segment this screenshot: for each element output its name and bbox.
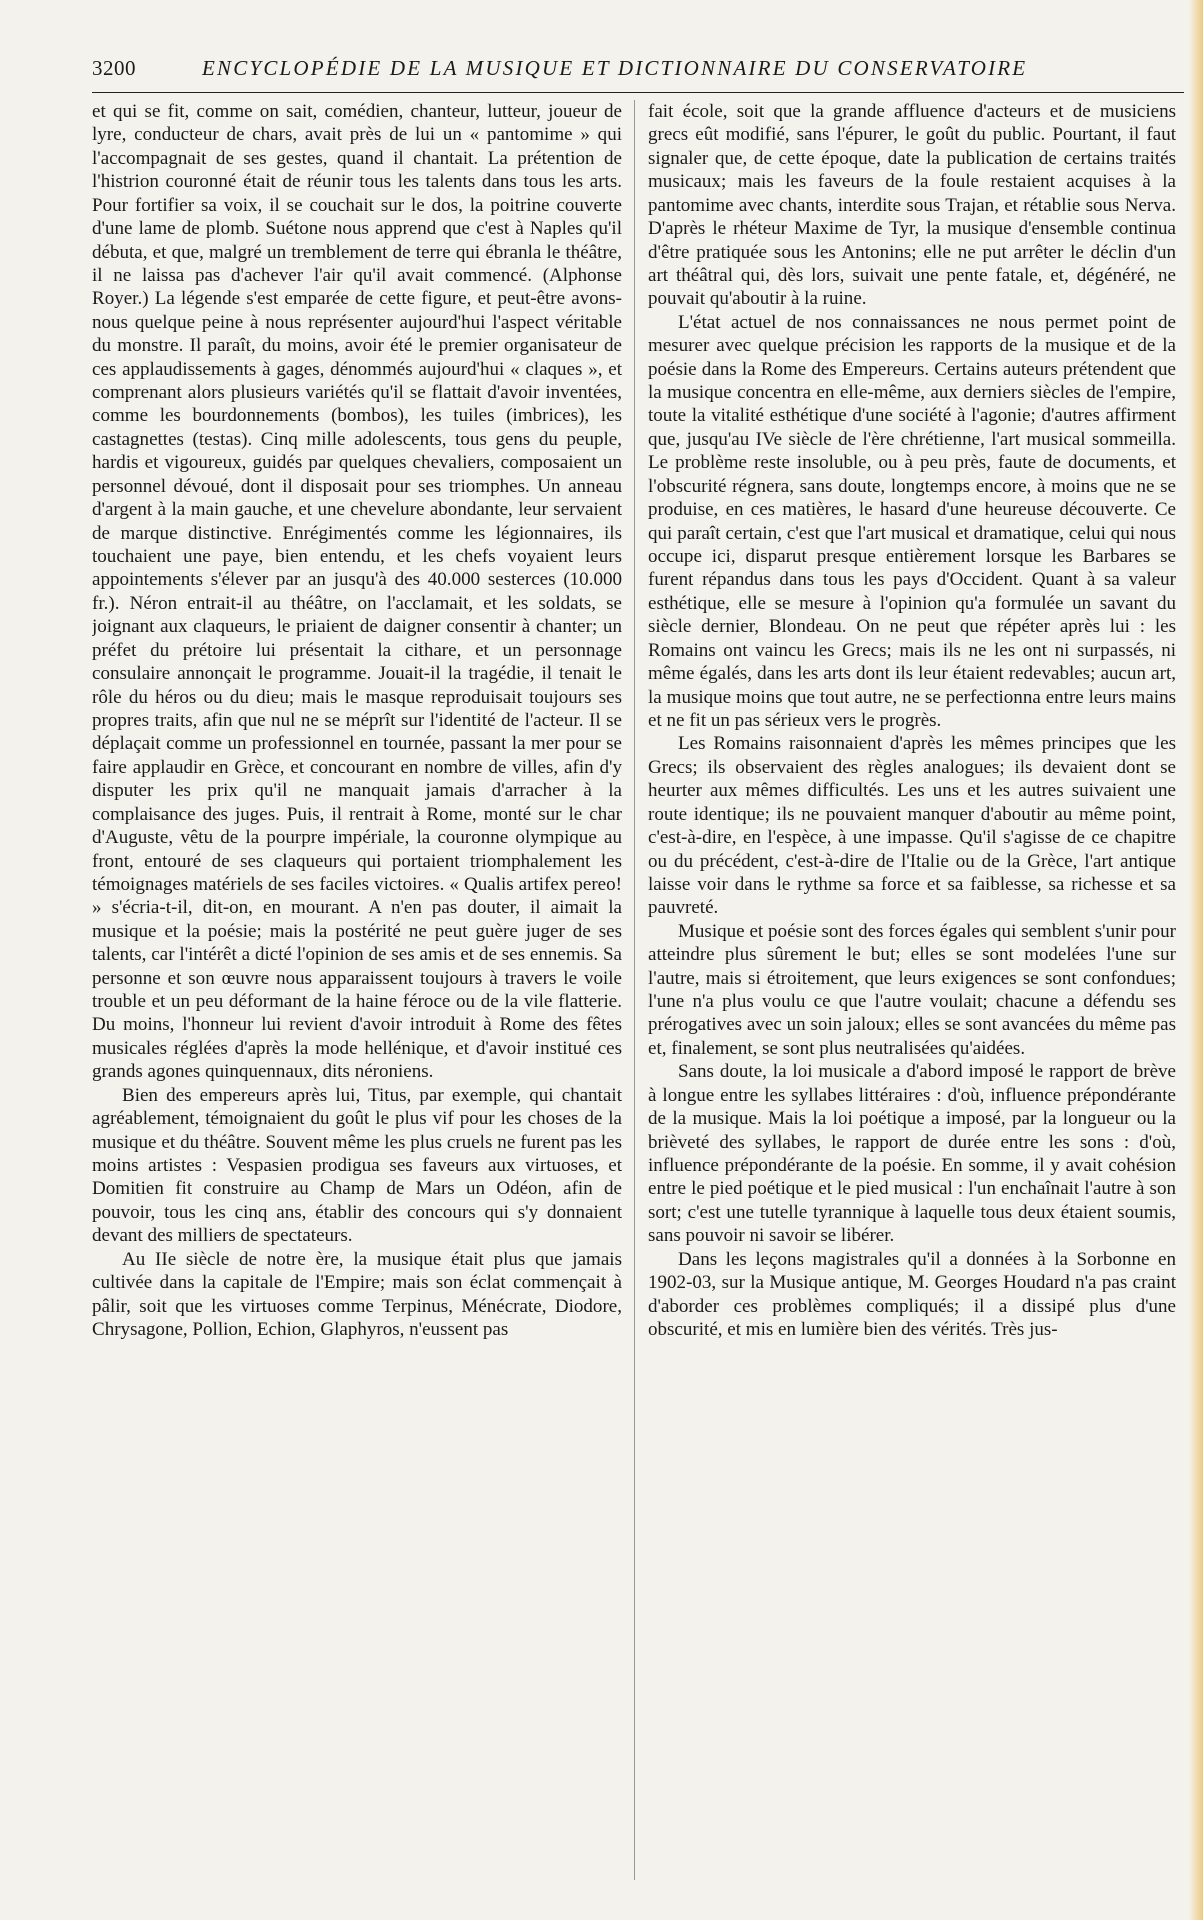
paragraph: fait école, soit que la grande affluence d'acteurs et de musiciens grecs eût modifié, sans l'épurer, le goût du public. Pourtant, il faut signaler que, de cette époque, date la publication de certains traités musicaux; mais les faveurs de la foule restaient acquises à la pantomime avec chants, interdite sous Trajan, et rétablie sous Nerva. D'après le rhéteur Maxime de Tyr, la musique d'ensemble continua d'être pratiquée sous les Antonins; elle ne put arrêter le déclin d'un art théâtral qui, dès lors, suivait une pente fatale, et, dégénéré, ne pouvait qu'aboutir à la ruine. bbox=[648, 101, 1176, 310]
paragraph: L'état actuel de nos connaissances ne nous permet point de mesurer avec quelque précision les rapports de la musique et de la poésie dans la Rome des Empereurs. Certains auteurs prétendent que la musique concentra en elle-même, aux derniers siècles de l'empire, toute la vitalité esthétique d'une société à l'agonie; d'autres affirment que, jusqu'au IVe siècle de l'ère chrétienne, l'art musical sommeilla. Le problème reste insoluble, ou à peu près, faute de documents, et l'obscurité régnera, sans doute, longtemps encore, à moins que ne se produise, en ces matières, le hasard d'une heureuse découverte. Ce qui paraît certain, c'est que l'art musical et dramatique, celui qui nous occupe ici, disparut presque entièrement lorsque les Barbares se furent répandus dans tous les pays d'Occident. Quant à sa valeur esthétique, elle se mesure à l'opinion qu'a formulée un savant du siècle dernier, Blondeau. On ne peut que répéter après lui : les Romains ont vaincu les Grecs; mais ils ne les ont ni surpassés, ni même égalés, dans les arts dont ils leur étaient redevables; aucun art, la musique moins que tout autre, ne se perfectionna entre leurs mains et ne fit un pas sérieux vers le progrès. bbox=[648, 311, 1176, 731]
paragraph: Dans les leçons magistrales qu'il a données à la Sorbonne en 1902-03, sur la Musique antique, M. Georges Houdard n'a pas craint d'aborder ces problèmes compliqués; il a dissipé plus d'une obscurité, et mis en lumière bien des vérités. Très jus- bbox=[648, 1248, 1176, 1340]
page-header bbox=[92, 56, 1182, 86]
paragraph: Sans doute, la loi musicale a d'abord imposé le rapport de brève à longue entre les syllabes littéraires : d'où, influence prépondérante de la musique. Mais la loi poétique a imposé, par la longueur ou la brièveté des syllabes, le rapport de durée entre les sons : d'où, influence prépondérante de la poésie. En somme, il y avait cohésion entre le pied poétique et le pied musical : l'un enchaînait l'autre à son sort; c'est une tutelle tyrannique à laquelle tous deux étaient soumis, sans pouvoir ni savoir se libérer. bbox=[648, 1061, 1176, 1247]
running-title: ENCYCLOPÉDIE DE LA MUSIQUE ET DICTIONNAIRE DU CONSERVATOIRE bbox=[202, 56, 1028, 80]
paragraph: et qui se fit, comme on sait, comédien, chanteur, lutteur, joueur de lyre, conducteur de chars, avait près de lui un « pantomime » qui l'accompagnait de ses gestes, quand il chantait. La prétention de l'histrion couronné était de réunir tous les talents dans tous les arts. Pour fortifier sa voix, il se couchait sur le dos, la poitrine couverte d'une lame de plomb. Suétone nous apprend que c'est à Naples qu'il débuta, et que, malgré un tremblement de terre qui ébranla le théâtre, il ne laissa pas d'achever l'air qu'il avait commencé. (Alphonse Royer.) La légende s'est emparée de cette figure, et peut-être avons-nous quelque peine à nous représenter aujourd'hui l'aspect véritable du monstre. Il paraît, du moins, avoir été le premier organisateur de ces applaudissements à gages, dénommés aujourd'hui « claques », et comprenant alors plusieurs variétés qu'il se flattait d'avoir inventées, comme les bourdonnements (bombos), les tuiles (imbrices), les castagnettes (testas). Cinq mille adolescents, tous gens du peuple, hardis et vigoureux, guidés par quelques chevaliers, composaient un personnel dévoué, dont il disposait pour ses triomphes. Un anneau d'argent à la main gauche, et une chevelure abondante, leur servaient de marque distinctive. Enrégimentés comme les légionnaires, ils touchaient une paye, bien entendu, et les chefs voyaient leurs appointements s'élever par an jusqu'à des 40.000 sesterces (10.000 fr.). Néron entrait-il au théâtre, on l'acclamait, et les soldats, se joignant aux claqueurs, le priaient de daigner consentir à chanter; un préfet du prétoire lui présentait la cithare, et un personnage consulaire annonçait le programme. Jouait-il la tragédie, il tenait le rôle du héros ou du dieu; mais le masque reproduisait toujours ses propres traits, afin que nul ne se méprît sur l'identité de l'acteur. Il se déplaçait comme un professionnel en tournée, passant la mer pour se faire applaudir en Grèce, et concourant en nombre de villes, afin d'y disputer les prix qu'il ne manquait jamais d'arracher à la complaisance des juges. Puis, il rentrait à Rome, monté sur le char d'Auguste, vêtu de la pourpre impériale, la couronne olympique au front, entouré de ses claqueurs qui portaient triomphalement les témoignages matériels de ses faciles victoires. « Qualis artifex pereo! » s'écria-t-il, dit-on, en mourant. A n'en pas douter, il aimait la musique et la poésie; mais la postérité ne peut guère juger de ses talents, car l'intérêt a dicté l'opinion de ses amis et de ses ennemis. Sa personne et son œuvre nous apparaissent toujours à travers le voile trouble et un peu déformant de la haine féroce ou de la vile flatterie. Du moins, l'honneur lui revient d'avoir introduit à Rome des fêtes musicales réglées d'après la mode hellénique, et d'avoir institué ces grands agones quinquennaux, dits néroniens. bbox=[92, 101, 622, 1083]
paragraph: Bien des empereurs après lui, Titus, par exemple, qui chantait agréablement, témoignaient du goût le plus vif pour les choses de la musique et du théâtre. Souvent même les plus cruels ne furent pas les moins artistes : Vespasien prodigua ses faveurs aux virtuoses, et Domitien fit construire au Champ de Mars un Odéon, afin de pouvoir, tous les cinq ans, établir des concours qui s'y donnaient devant des milliers de spectateurs. bbox=[92, 1084, 622, 1247]
paragraph: Les Romains raisonnaient d'après les mêmes principes que les Grecs; ils observaient des règles analogues; ils devaient dont se heurter aux mêmes difficultés. Les uns et les autres suivaient une route identique; ils ne pouvaient manquer d'aboutir au même point, c'est-à-dire, en l'espèce, à une impasse. Qu'il s'agisse de ce chapitre ou du précédent, c'est-à-dire de l'Italie ou de la Grèce, l'art antique laisse voir dans le rythme sa force et sa faiblesse, sa richesse et sa pauvreté. bbox=[648, 733, 1176, 919]
left-column bbox=[92, 100, 622, 1890]
column-divider bbox=[634, 100, 635, 1880]
page-number: 3200 bbox=[92, 56, 136, 80]
page-edge bbox=[1189, 0, 1203, 1920]
header-rule bbox=[92, 92, 1184, 93]
paragraph: Au IIe siècle de notre ère, la musique était plus que jamais cultivée dans la capitale de l'Empire; mais son éclat commençait à pâlir, soit que les virtuoses comme Terpinus, Ménécrate, Diodore, Chrysagone, Pollion, Echion, Glaphyros, n'eussent pas bbox=[92, 1248, 622, 1340]
right-column bbox=[648, 100, 1176, 1890]
paragraph: Musique et poésie sont des forces égales qui semblent s'unir pour atteindre plus sûrement le but; elles se sont modelées l'une sur l'autre, mais si étroitement, que leurs exigences se sont confondues; l'une n'a plus voulu ce que l'autre voulait; chacune a défendu ses prérogatives avec un soin jaloux; elles se sont avancées du même pas et, finalement, se sont plus neutralisées qu'aidées. bbox=[648, 920, 1176, 1059]
